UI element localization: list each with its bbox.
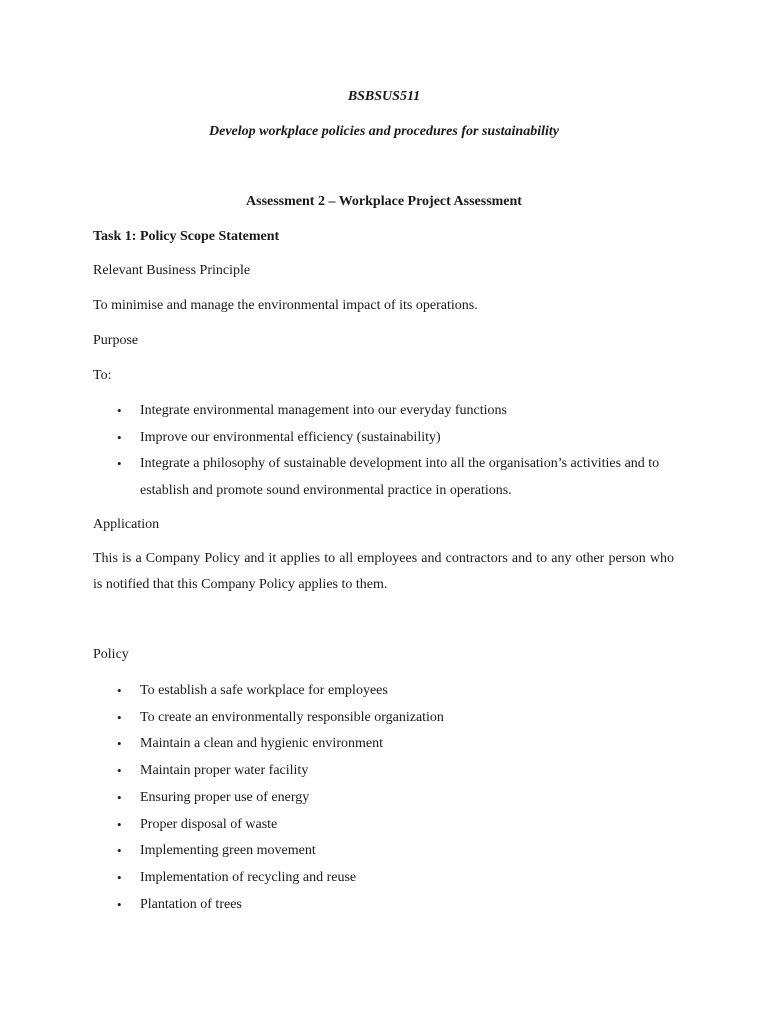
task-heading: Task 1: Policy Scope Statement — [93, 229, 280, 244]
list-item — [93, 451, 683, 504]
list-item-text: Maintain a clean and hygienic environment — [140, 736, 383, 752]
list-item — [93, 892, 683, 919]
bullet-icon: • — [117, 709, 122, 725]
unit-code: BSBSUS511 — [347, 89, 421, 104]
list-item-text: Improve our environmental efficiency (sustainability) — [140, 429, 441, 445]
bullet-icon: • — [117, 896, 122, 912]
purpose-intro: To: — [93, 368, 112, 383]
list-item-text: To create an environmentally responsible organization — [140, 709, 444, 725]
principle-text: To minimise and manage the environmental impact of its operations. — [93, 298, 478, 313]
principle-label: Relevant Business Principle — [93, 263, 251, 278]
list-item — [93, 785, 683, 812]
list-item — [93, 678, 683, 705]
bullet-icon: • — [117, 456, 122, 471]
list-item-text: Integrate a philosophy of sustainable development into all the organisation’s activities and to establish and promote sound environmental practice in operations. — [140, 456, 660, 498]
assessment-title: Assessment 2 – Workplace Project Assessment — [246, 194, 522, 209]
list-item-text: To establish a safe workplace for employees — [140, 683, 388, 698]
list-item — [93, 398, 683, 425]
list-item — [93, 705, 683, 732]
bullet-icon: • — [117, 763, 122, 779]
policy-bullet-list — [93, 678, 683, 918]
list-item-text: Proper disposal of waste — [140, 816, 278, 832]
bullet-icon: • — [117, 429, 122, 445]
list-item — [93, 758, 683, 785]
bullet-icon: • — [117, 869, 122, 885]
unit-title: Develop workplace policies and procedures for sustainability — [209, 124, 559, 139]
application-label: Application — [93, 517, 160, 532]
list-item — [93, 865, 683, 892]
purpose-bullet-list — [93, 398, 683, 504]
bullet-icon: • — [117, 403, 122, 418]
list-item-text: Ensuring proper use of energy — [140, 789, 310, 805]
list-item — [93, 425, 683, 452]
application-text: This is a Company Policy and it applies to all employees and contractors and to any other person who is notified that this Company Policy applies to them. — [93, 551, 674, 592]
bullet-icon: • — [117, 683, 122, 698]
list-item-text: Implementation of recycling and reuse — [140, 869, 357, 885]
bullet-icon: • — [117, 789, 122, 805]
list-item-text: Plantation of trees — [140, 896, 242, 912]
list-item — [93, 838, 683, 865]
list-item-text: Maintain proper water facility — [140, 763, 309, 779]
bullet-icon: • — [117, 816, 122, 832]
list-item-text: Integrate environmental management into our everyday functions — [140, 403, 507, 418]
list-item — [93, 731, 683, 758]
list-item — [93, 812, 683, 839]
bullet-icon: • — [117, 736, 122, 752]
purpose-label: Purpose — [93, 333, 139, 348]
bullet-icon: • — [117, 843, 122, 859]
list-item-text: Implementing green movement — [140, 843, 316, 859]
policy-label: Policy — [93, 647, 129, 662]
